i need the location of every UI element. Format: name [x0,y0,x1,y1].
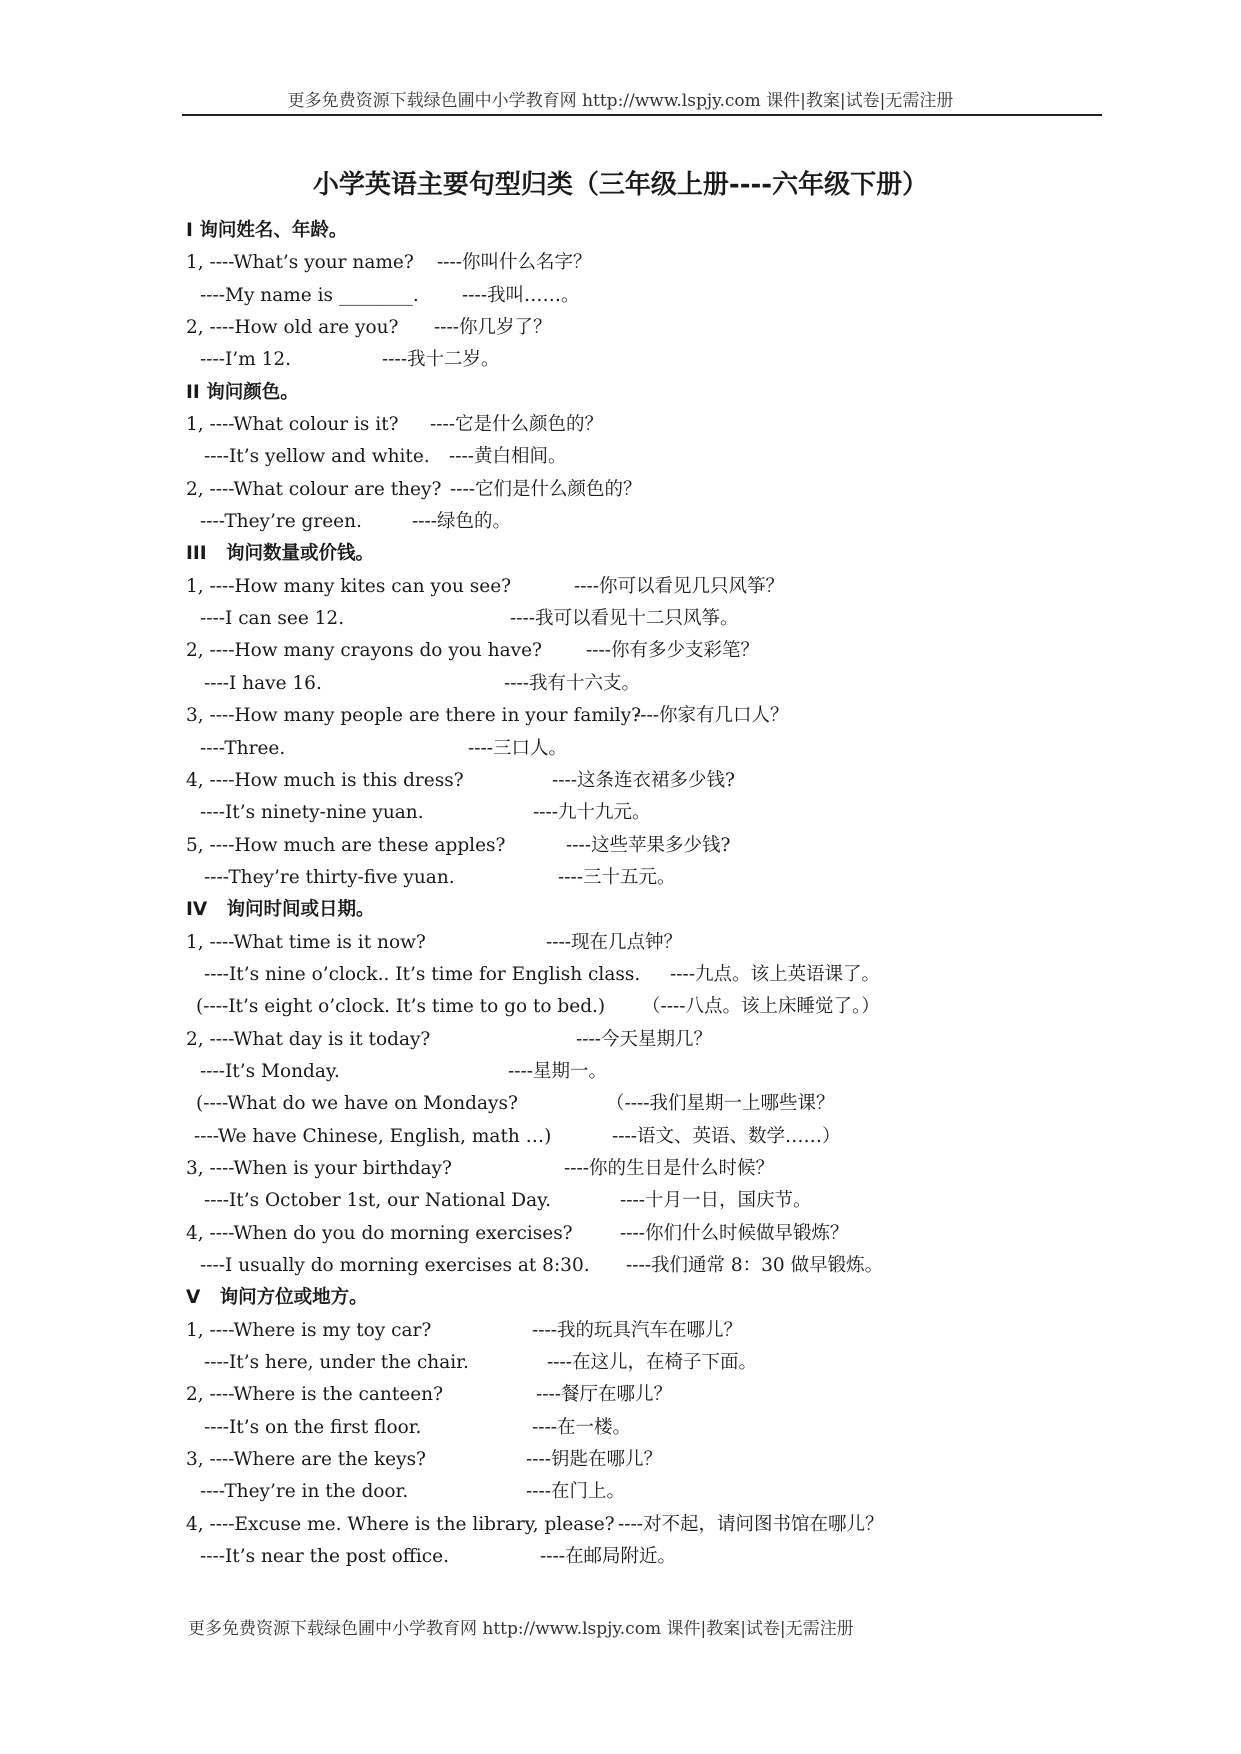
english-sentence: ----I can see 12. [200,608,345,630]
chinese-translation: ----黄白相间。 [449,446,567,468]
sentence-line [186,603,1186,635]
chinese-translation: ----我叫……。 [462,284,580,306]
chinese-translation: ----你可以看见几只风筝？ [574,575,785,597]
english-sentence: ----It’s yellow and white. [204,446,430,468]
sentence-line [186,1444,1186,1476]
chinese-translation: ----语文、英语、数学……） [612,1125,841,1147]
english-sentence: 3, ----How many people are there in your family? [186,705,642,727]
english-sentence: 2, ----Where is the canteen? [186,1384,444,1406]
english-sentence: ----They’re green. [200,511,362,533]
chinese-translation: ----对不起，请问图书馆在哪儿？ [618,1513,884,1535]
chinese-translation: ----你们什么时候做早锻炼？ [620,1222,849,1244]
english-sentence: ----It’s nine o’clock.. It’s time for English class. [204,963,641,985]
english-sentence: 1, ----What time is it now? [186,931,426,953]
english-sentence: 2, ----How old are you? [186,317,399,339]
chinese-translation: ----在一楼。 [532,1416,632,1438]
sentence-line [186,571,1186,603]
sentence-line [186,1121,1186,1153]
chinese-translation: ----在邮局附近。 [540,1546,677,1568]
sentence-line [186,668,1186,700]
page-header: 更多免费资源下载绿色圃中小学教育网 http://www.lspjy.com 课件|教案|试卷|无需注册 [287,91,954,111]
english-sentence: 3, ----When is your birthday? [186,1157,452,1179]
sentence-line [186,635,1186,667]
english-sentence: ----It’s near the post office. [200,1546,449,1568]
sentence-line [186,409,1186,441]
english-sentence: 4, ----How much is this dress? [186,769,464,791]
page-title: 小学英语主要句型归类（三年级上册----六年级下册） [312,170,929,200]
english-sentence: ----They’re thirty-five yuan. [204,866,455,888]
sentence-line [186,1476,1186,1508]
chinese-translation: ----我可以看见十二只风筝。 [510,608,739,630]
sentence-line [186,765,1186,797]
document-body [186,215,1186,1573]
chinese-translation: （----八点。该上床睡觉了。） [642,996,880,1018]
english-sentence: 2, ----What day is it today? [186,1028,431,1050]
sentence-line [186,1250,1186,1282]
english-sentence: 2, ----How many crayons do you have? [186,640,542,662]
sentence-line [186,862,1186,894]
chinese-translation: ----这条连衣裙多少钱? [552,769,735,791]
chinese-translation: ----十月一日，国庆节。 [620,1190,812,1212]
chinese-translation: ----现在几点钟？ [546,931,683,953]
sentence-line [186,474,1186,506]
chinese-translation: ----你家有几口人？ [634,705,789,727]
section-heading: I 询问姓名、年龄。 [186,220,348,241]
sentence-line [186,733,1186,765]
sentence-line [186,700,1186,732]
chinese-translation: ----三十五元。 [558,866,676,888]
chinese-translation: （----我们星期一上哪些课？ [606,1093,835,1115]
sentence-line [186,1024,1186,1056]
english-sentence: ----It’s on the first floor. [204,1416,422,1438]
english-sentence: 1, ----What colour is it? [186,414,399,436]
chinese-translation: ----你有多少支彩笔？ [586,640,760,662]
chinese-translation: ----星期一。 [508,1060,608,1082]
sentence-line [186,1541,1186,1573]
sentence-line [186,1185,1186,1217]
header-divider [182,114,1102,116]
chinese-translation: ----我们通常 8：30 做早锻炼。 [626,1255,884,1276]
sentence-line [186,1315,1186,1347]
chinese-translation: ----绿色的。 [412,511,512,533]
chinese-translation: ----在这儿，在椅子下面。 [547,1352,758,1374]
english-sentence: (----What do we have on Mondays? [196,1093,518,1115]
chinese-translation: ----这些苹果多少钱? [566,834,731,856]
chinese-translation: ----你几岁了？ [434,317,552,339]
sentence-line [186,1218,1186,1250]
sentence-line [186,280,1186,312]
chinese-translation: ----我的玩具汽车在哪儿？ [532,1319,743,1341]
chinese-translation: ----你的生日是什么时候？ [564,1157,775,1179]
english-sentence: 1, ----What’s your name? [186,252,414,274]
english-sentence: 3, ----Where are the keys? [186,1449,426,1471]
chinese-translation: ----今天星期几？ [576,1028,713,1050]
sentence-line [186,1509,1186,1541]
english-sentence: 2, ----What colour are they? [186,478,442,500]
english-sentence: ----It’s ninety-nine yuan. [200,802,424,824]
english-sentence: ----We have Chinese, English, math …) [194,1125,552,1147]
english-sentence: 1, ----How many kites can you see? [186,575,512,597]
english-sentence: ----Three. [200,737,286,759]
section-heading: IV 询问时间或日期。 [186,899,375,921]
sentence-line [186,506,1186,538]
chinese-translation: ----餐厅在哪儿？ [536,1384,673,1406]
english-sentence: ----They’re in the door. [200,1481,409,1503]
sentence-line [186,1379,1186,1411]
english-sentence: ----I have 16. [204,672,322,694]
sentence-line [186,1088,1186,1120]
chinese-translation: ----三口人。 [468,737,568,759]
page-footer: 更多免费资源下载绿色圃中小学教育网 http://www.lspjy.com 课件|教案|试卷|无需注册 [188,1619,854,1639]
english-sentence: (----It’s eight o’clock. It’s time to go to bed.) [196,996,606,1018]
english-sentence: ----It’s here, under the chair. [204,1352,469,1374]
section-heading: V 询问方位或地方。 [186,1287,368,1309]
chinese-translation: ----它们是什么颜色的？ [450,478,642,500]
english-sentence: ----It’s October 1st, our National Day. [204,1190,552,1212]
sentence-line [186,927,1186,959]
sentence-line [186,1412,1186,1444]
sentence-line [186,1056,1186,1088]
english-sentence: ----It’s Monday. [200,1060,340,1082]
chinese-translation: ----九点。该上英语课了。 [670,963,881,985]
sentence-line [186,247,1186,279]
chinese-translation: ----我有十六支。 [504,672,641,694]
sentence-line [186,441,1186,473]
section-heading: II 询问颜色。 [186,381,299,403]
sentence-line [186,830,1186,862]
section-heading: III 询问数量或价钱。 [186,543,374,565]
sentence-line [186,344,1186,376]
english-sentence: ----My name is ________. [200,284,419,306]
sentence-line [186,1153,1186,1185]
sentence-line [186,959,1186,991]
sentence-line [186,797,1186,829]
sentence-line [186,991,1186,1023]
sentence-line [186,1347,1186,1379]
english-sentence: 5, ----How much are these apples? [186,834,506,856]
english-sentence: 4, ----When do you do morning exercises? [186,1222,573,1244]
chinese-translation: ----在门上。 [526,1481,626,1503]
sentence-line [186,312,1186,344]
chinese-translation: ----钥匙在哪儿？ [526,1449,663,1471]
english-sentence: 1, ----Where is my toy car? [186,1319,432,1341]
english-sentence: ----I usually do morning exercises at 8:30. [200,1255,590,1276]
english-sentence: ----I’m 12. [200,349,292,371]
chinese-translation: ----它是什么颜色的？ [430,414,604,436]
chinese-translation: ----你叫什么名字？ [437,252,592,274]
chinese-translation: ----九十九元。 [533,802,651,824]
chinese-translation: ----我十二岁。 [382,349,500,371]
english-sentence: 4, ----Excuse me. Where is the library, please? [186,1513,615,1535]
